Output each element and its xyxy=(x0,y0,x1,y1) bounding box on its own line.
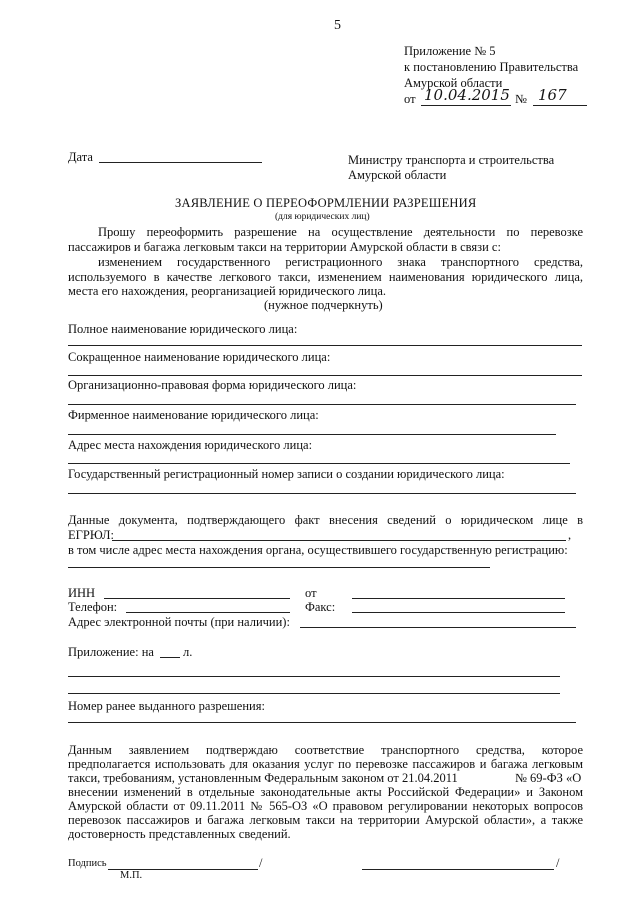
legal-form-input-line[interactable] xyxy=(68,404,576,405)
confirm-line1: Данным заявлением подтверждаю соответствие транспортного средства, которое xyxy=(68,743,583,757)
brand-name-label: Фирменное наименование юридического лица: xyxy=(68,408,319,422)
egrul-input-line[interactable] xyxy=(112,540,566,541)
intro-option-line3: места его нахождения, реорганизацией юридического лица. xyxy=(68,284,386,298)
full-name-input-line[interactable] xyxy=(68,345,582,346)
intro-option-line1: изменением государственного регистрационного знака транспортного средства, xyxy=(98,255,583,269)
full-name-label: Полное наименование юридического лица: xyxy=(68,322,298,336)
decree-date-line xyxy=(421,105,511,106)
egrul-comma: , xyxy=(568,528,572,542)
reg-number-input-line[interactable] xyxy=(68,493,576,494)
egrul-authority-input-line[interactable] xyxy=(68,567,490,568)
addressee-line2: Амурской области xyxy=(348,168,447,182)
intro-option-line2: используемого в качестве легкового такси, изменением наименования юридического лица, xyxy=(68,270,583,284)
reg-number-label: Государственный регистрационный номер записи о создании юридического лица: xyxy=(68,467,505,481)
confirm-line5: Амурской области от 09.11.2011 № 565-ОЗ «О правовом регулировании некоторых вопросов xyxy=(68,799,583,813)
address-label: Адрес места нахождения юридического лица: xyxy=(68,438,313,452)
date-input-line[interactable] xyxy=(99,162,262,163)
signature-slash1: / xyxy=(259,856,263,870)
stamp-label: М.П. xyxy=(120,870,143,881)
intro-line2: пассажиров и багажа легковым такси на территории Амурской области в связи с: xyxy=(68,240,501,254)
address-input-line[interactable] xyxy=(68,463,570,464)
attachment-pages-input-line[interactable] xyxy=(160,657,180,658)
fax-label: Факс: xyxy=(305,600,336,614)
confirm-line7: достоверность представленных сведений. xyxy=(68,827,291,841)
decree-number-line xyxy=(533,105,587,106)
egrul-label-line1: Данные документа, подтверждающего факт внесения сведений о юридическом лице в xyxy=(68,513,583,527)
legal-form-label: Организационно-правовая форма юридического лица: xyxy=(68,378,357,392)
confirm-line3a: такси, требованиям, установленным Федеральным законом от 21.04.2011 xyxy=(68,771,458,785)
underline-note: (нужное подчеркнуть) xyxy=(264,298,383,312)
signature-slash2: / xyxy=(556,856,560,870)
attachment-suffix: л. xyxy=(183,645,193,659)
appendix-region: Амурской области xyxy=(404,76,503,90)
prev-number-input-line[interactable] xyxy=(68,722,576,723)
egrul-authority-label: в том числе адрес места нахождения органа, осуществившего государственную регистрацию: xyxy=(68,543,568,557)
fax-input-line[interactable] xyxy=(352,612,565,613)
appendix-from-label: от xyxy=(404,92,416,106)
inn-date-input-line[interactable] xyxy=(352,598,565,599)
appendix-title: Приложение № 5 xyxy=(404,44,496,58)
confirm-line4: внесении изменений в отдельные законодательные акты Российской Федерации» и Законом xyxy=(68,785,583,799)
prev-number-label: Номер ранее выданного разрешения: xyxy=(68,699,265,713)
confirm-line2: предполагается использовать для оказания услуг по перевозке пассажиров и багажа легковым xyxy=(68,757,583,771)
email-label: Адрес электронной почты (при наличии): xyxy=(68,615,290,629)
phone-label: Телефон: xyxy=(68,600,118,614)
inn-from-label: от xyxy=(305,586,317,600)
phone-input-line[interactable] xyxy=(126,612,290,613)
confirm-line6: перевозок пассажиров и багажа легковым такси на территории Амурской области», а также xyxy=(68,813,583,827)
signature-name-input-line[interactable] xyxy=(362,869,554,870)
attachment-line2[interactable] xyxy=(68,693,560,694)
attachment-label: Приложение: на xyxy=(68,645,154,659)
signature-label: Подпись xyxy=(68,858,107,869)
inn-input-line[interactable] xyxy=(104,598,290,599)
document-subtitle: (для юридических лиц) xyxy=(275,212,370,222)
confirm-line3b: № 69-ФЗ «О xyxy=(515,771,582,785)
short-name-label: Сокращенное наименование юридического лица: xyxy=(68,350,331,364)
appendix-decree: к постановлению Правительства xyxy=(404,60,579,74)
short-name-input-line[interactable] xyxy=(68,375,582,376)
attachment-line1[interactable] xyxy=(68,676,560,677)
email-input-line[interactable] xyxy=(300,627,576,628)
decree-number: 167 xyxy=(538,86,567,104)
intro-line1: Прошу переоформить разрешение на осуществление деятельности по перевозке xyxy=(98,225,583,239)
addressee-line1: Министру транспорта и строительства xyxy=(348,153,555,167)
appendix-number-label: № xyxy=(515,92,527,106)
date-label: Дата xyxy=(68,150,93,164)
page-number: 5 xyxy=(334,18,341,33)
inn-label: ИНН xyxy=(68,586,96,600)
document-title: ЗАЯВЛЕНИЕ О ПЕРЕОФОРМЛЕНИИ РАЗРЕШЕНИЯ xyxy=(175,196,477,210)
decree-date: 10.04.2015 xyxy=(424,86,510,104)
egrul-label-line2: ЕГРЮЛ: xyxy=(68,528,114,542)
brand-name-input-line[interactable] xyxy=(68,434,556,435)
